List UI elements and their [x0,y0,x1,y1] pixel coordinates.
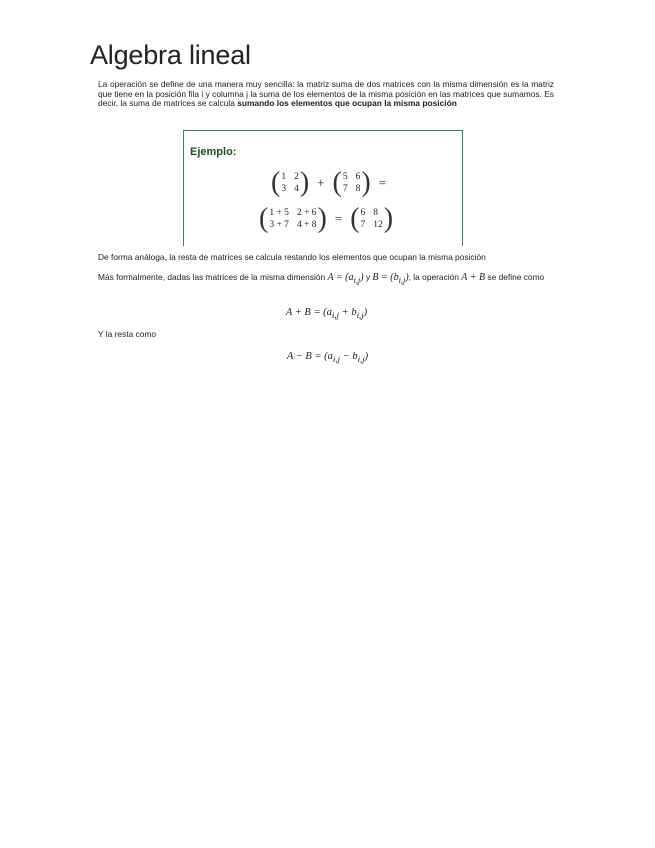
matrix-b [333,169,371,197]
result-matrix [350,205,393,233]
result-matrix-cell: 6 [360,208,366,218]
matrix-a-cell: 4 [294,184,299,194]
formal-math-a-text: A = (a [327,272,354,283]
equation-difference-text: A − B = (a [286,351,333,362]
left-paren-icon: ( [332,167,342,198]
subscript-ij: i,j [331,310,339,321]
formal-math-op: A + B [461,272,486,283]
equation-sum-close: ) [363,307,368,318]
paragraph-definition [98,80,554,109]
formal-math-a-close: ) [360,272,364,283]
right-paren-icon: ) [317,203,327,234]
formal-text-middle: , la operación [408,272,462,282]
matrix-a-cell: 1 [281,172,287,182]
subscript-ij: i,j [398,276,406,285]
right-paren-icon: ) [299,167,310,198]
matrix-b-cell: 8 [355,184,361,194]
sum-matrix [259,205,327,233]
equation-sum-text: A + B = (a [285,307,332,318]
equation-sum [0,307,654,320]
matrix-a-cell: 2 [294,172,299,182]
result-matrix-cell: 8 [373,208,379,218]
subscript-ij: i,j [356,310,364,321]
equation-difference-close: ) [364,351,369,362]
formal-math-a [327,272,363,283]
matrix-a [271,169,309,197]
result-matrix-cell: 12 [373,220,383,230]
left-paren-icon: ( [271,167,281,198]
equals-sign: = [334,210,343,226]
sum-matrix-cell: 2 + 6 [296,208,317,218]
subscript-ij: i,j [332,354,340,365]
result-matrix-cell: 7 [360,220,366,230]
right-paren-icon: ) [361,167,371,198]
paragraph-formal [98,273,558,286]
example-box [183,130,463,246]
plus-sign: + [317,174,325,190]
subscript-ij: i,j [357,354,365,365]
paragraph-definition-text: La operación se define de una manera muy sencilla: la matriz suma de dos matrices con la misma dimensión es la matriz que tiene en la posición fila i y columna j la suma de los elementos de la misma posición en las matrices que sumamos. Es decir, la suma de matrices se calcula [98,79,554,109]
left-paren-icon: ( [350,203,360,234]
equation-difference [0,351,655,364]
matrix-a-cell: 3 [281,184,287,194]
formal-math-b-close: ) [405,272,409,283]
sum-matrix-cell: 3 + 7 [269,220,289,230]
equation-sum-mid: + b [338,307,357,318]
example-result [259,205,393,233]
paragraph-resta: Y la resta como [98,329,157,339]
formal-text-after: se define como [485,272,545,282]
right-paren-icon: ) [383,203,394,234]
formal-math-b [372,272,408,283]
matrix-b-cell: 7 [342,184,348,194]
formal-text-and: y [363,272,373,282]
equation-difference-mid: − b [339,351,358,362]
matrix-b-cell: 6 [355,172,361,182]
matrix-b-cell: 5 [342,172,348,182]
page-title: Algebra lineal [90,40,251,70]
formal-math-b-text: B = (b [372,272,399,283]
formal-text-before: Más formalmente, dadas las matrices de la misma dimensión [98,272,328,282]
paragraph-subtraction: De forma análoga, la resta de matrices se calcula restando los elementos que ocupan la misma posición [98,252,486,262]
paragraph-definition-bold: sumando los elementos que ocupan la misma posición [237,98,457,109]
sum-matrix-cell: 4 + 8 [296,220,317,230]
sum-matrix-cell: 1 + 5 [269,208,289,218]
example-expression [271,169,390,197]
left-paren-icon: ( [259,203,269,234]
example-label: Ejemplo: [190,146,237,158]
equals-sign: = [378,174,386,190]
subscript-ij: i,j [353,276,361,285]
